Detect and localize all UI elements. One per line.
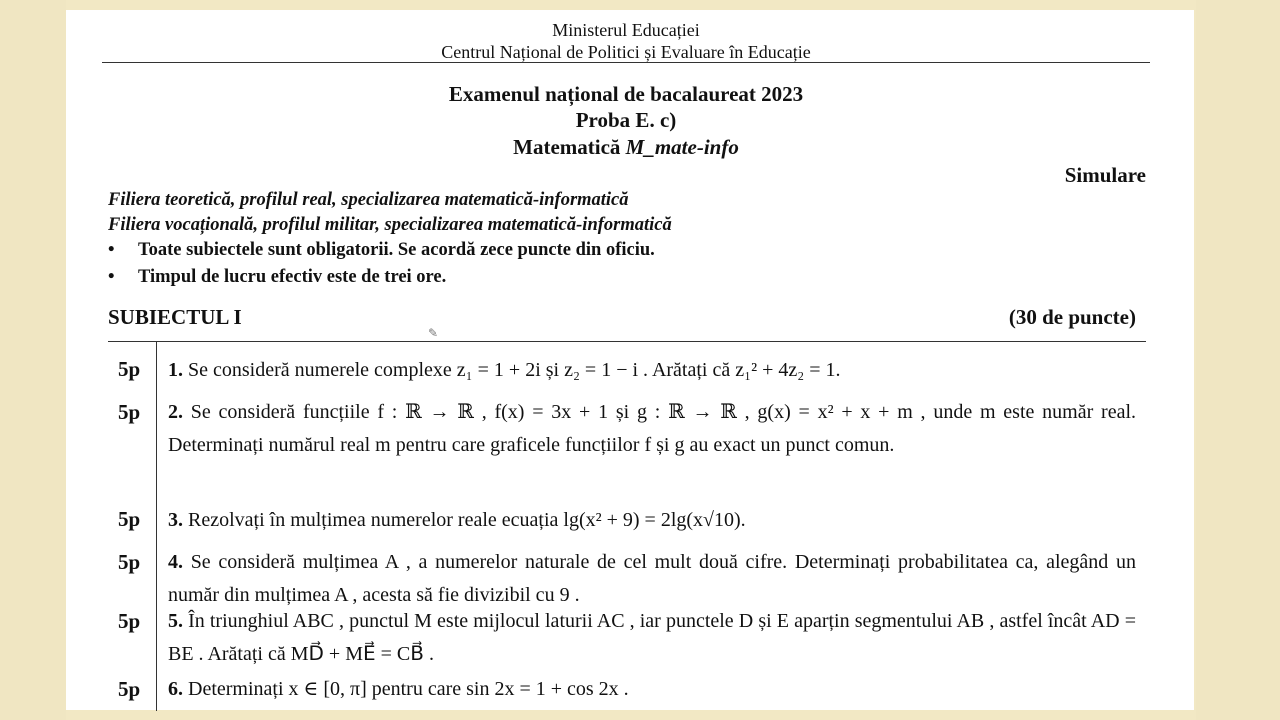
instruction-item: [108, 267, 446, 288]
bullet-icon: •: [108, 267, 115, 287]
question-score: 5p: [118, 507, 141, 531]
left-frame: [0, 0, 66, 720]
question-text: Se consideră mulțimea A , a numerelor naturale de cel mult două cifre. Determinați probabilitatea ca, alegând un număr din mulțimea A , acesta să fie divizibil cu 9 .: [168, 551, 1136, 606]
exam-title: Examenul național de bacalaureat 2023: [448, 82, 804, 106]
question-4: [168, 546, 1136, 612]
question-text: Determinați x ∈ [0, π] pentru care sin 2x = 1 + cos 2x .: [188, 678, 629, 700]
question-3: [168, 504, 746, 537]
subject-name: Matematică: [513, 135, 626, 159]
subject-title: SUBIECTUL I: [108, 305, 242, 329]
instruction-text: Toate subiectele sunt obligatorii. Se acordă zece puncte din oficiu.: [138, 240, 655, 260]
filiera-line: Filiera teoretică, profilul real, specializarea matematică-informatică: [108, 190, 629, 210]
instruction-item: [108, 240, 655, 261]
score-column-divider: [156, 341, 157, 711]
subject-points: (30 de puncte): [1008, 305, 1136, 329]
question-text: Rezolvați în mulțimea numerelor reale ecuația lg(x² + 9) = 2lg(x√10).: [188, 509, 746, 531]
question-score: 5p: [118, 609, 141, 633]
subject-profile: M_mate-info: [625, 135, 739, 159]
filiera-line: Filiera vocațională, profilul militar, specializarea matematică-informatică: [108, 215, 672, 235]
exam-subject: [66, 135, 1186, 159]
header-divider: [102, 62, 1150, 63]
question-text: Se consideră funcțiile f : ℝ → ℝ , f(x) = 3x + 1 și g : ℝ → ℝ , g(x) = x² + x + m , unde m este număr real. Determinați numărul real m pentru care graficele funcțiilor f și g au exact un punct comun.: [168, 401, 1137, 456]
simulare-label: Simulare: [1064, 163, 1146, 187]
question-6: [168, 673, 629, 706]
document-page: [66, 10, 1194, 710]
question-5: [168, 605, 1136, 671]
exam-proba: Proba E. c): [575, 108, 677, 132]
question-number: 5.: [168, 610, 183, 632]
question-number: 3.: [168, 509, 183, 531]
question-text: Se consideră numerele complexe z₁ = 1 + 2i și z₂ = 1 − i . Arătați că z₁² + 4z₂ = 1.: [188, 359, 841, 381]
right-frame: [1196, 0, 1280, 720]
question-number: 4.: [168, 551, 183, 573]
question-score: 5p: [118, 550, 141, 574]
question-number: 6.: [168, 678, 183, 700]
question-score: 5p: [118, 677, 141, 701]
question-1: [168, 354, 840, 387]
subject-divider: [108, 341, 1146, 342]
pen-cursor-icon: ✎: [428, 326, 439, 340]
question-text: În triunghiul ABC , punctul M este mijlocul laturii AC , iar punctele D și E aparțin segmentului AB , astfel încât AD = BE . Arătați că MD⃗ + ME⃗ = CB⃗ .: [168, 610, 1137, 665]
ministry-header: Ministerul Educației: [552, 20, 700, 40]
instruction-text: Timpul de lucru efectiv este de trei ore.: [138, 267, 447, 287]
center-header: Centrul Național de Politici și Evaluare în Educație: [441, 42, 811, 62]
question-score: 5p: [118, 400, 141, 424]
question-score: 5p: [118, 357, 141, 381]
question-number: 1.: [168, 359, 183, 381]
bullet-icon: •: [108, 240, 115, 260]
question-number: 2.: [168, 401, 183, 423]
question-2: [168, 396, 1136, 462]
